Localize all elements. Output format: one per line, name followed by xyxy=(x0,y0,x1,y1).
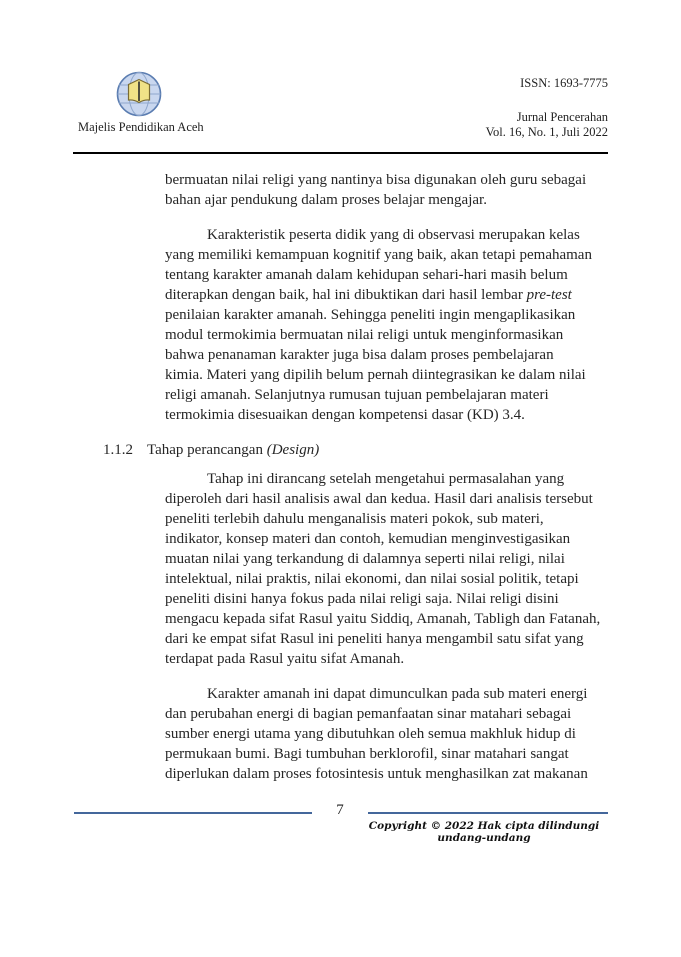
journal-info-block xyxy=(486,76,608,140)
paragraph-line: diperoleh dari hasil analisis awal dan kedua. Hasil dari analisis tersebut xyxy=(165,491,593,507)
paragraph-line: peneliti terlebih dahulu menganalisis materi pokok, sub materi, xyxy=(165,511,544,527)
footer-divider-right xyxy=(368,812,608,814)
paragraph-line: indikator, konsep materi dan contoh, kemudian menginvestigasikan xyxy=(165,531,571,547)
paragraph-line: dari ke empat sifat Rasul ini peneliti hanya mengambil satu sifat yang xyxy=(165,631,584,647)
paragraph-line: sumber energi utama yang dibutuhkan oleh semua makhluk hidup di xyxy=(165,726,576,742)
paragraph-line: dan perubahan energi di bagian pemanfaatan sinar matahari sebagai xyxy=(165,706,572,722)
paragraph-line: bahan ajar pendukung dalam proses belajar mengajar. xyxy=(165,192,487,208)
paragraph xyxy=(165,469,612,669)
paragraph-line: mengacu kepada sifat Rasul yaitu Siddiq, Amanah, Tabligh dan Fatanah, xyxy=(165,611,601,627)
publisher-name: Majelis Pendidikan Aceh xyxy=(78,120,204,134)
document-body xyxy=(103,170,612,799)
paragraph-line: Karakteristik peserta didik yang di observasi merupakan kelas xyxy=(207,227,580,243)
section-title: Tahap perancangan (Design) xyxy=(147,442,320,458)
paragraph-line: bermuatan nilai religi yang nantinya bisa digunakan oleh guru sebagai xyxy=(165,172,587,188)
paragraph-line: permukaan bumi. Bagi tumbuhan berklorofil, sinar matahari sangat xyxy=(165,746,569,762)
issn-text: ISSN: 1693-7775 xyxy=(520,76,608,90)
paragraph xyxy=(165,684,612,784)
paragraph-line: peneliti disini hanya fokus pada nilai religi saja. Nilai religi disini xyxy=(165,591,559,607)
paragraph-line: tentang karakter amanah dalam kehidupan sehari-hari masih belum xyxy=(165,267,568,283)
paragraph-line: bahwa penanaman karakter juga bisa dalam proses pembelajaran xyxy=(165,347,554,363)
section-heading xyxy=(103,440,612,460)
paragraph-line: terdapat pada Rasul yaitu sifat Amanah. xyxy=(165,651,405,667)
paragraph-line: kimia. Materi yang dipilih belum pernah diintegrasikan ke dalam nilai xyxy=(165,367,586,383)
paragraph-line: Tahap ini dirancang setelah mengetahui permasalahan yang xyxy=(207,471,565,487)
paragraph-line: penilaian karakter amanah. Sehingga peneliti ingin mengaplikasikan xyxy=(165,307,576,323)
paragraph xyxy=(165,225,612,425)
paragraph-line: diterapkan dengan baik, hal ini dibuktikan dari hasil lembar pre-test xyxy=(165,287,572,303)
paragraph-line: intelektual, nilai praktis, nilai ekonomi, dan nilai sosial politik, tetapi xyxy=(165,571,579,587)
paragraph-line: diperlukan dalam proses fotosintesis untuk menghasilkan zat makanan xyxy=(165,766,588,782)
paragraph-line: yang memiliki kemampuan kognitif yang baik, akan tetapi pemahaman xyxy=(165,247,592,263)
section-number: 1.1.2 xyxy=(103,442,133,458)
publisher-block xyxy=(78,70,204,135)
copyright-notice: Copyright © 2022 Hak cipta dilindungi undang-undang xyxy=(368,820,600,844)
paragraph-line: religi amanah. Selanjutnya rumusan tujuan pembelajaran materi xyxy=(165,387,549,403)
page-number: 7 xyxy=(336,802,344,818)
majelis-pendidikan-aceh-logo-icon xyxy=(115,70,163,118)
header-divider xyxy=(73,152,608,154)
paragraph-line: modul termokimia bermuatan nilai religi untuk menginformasikan xyxy=(165,327,564,343)
paragraph-line: muatan nilai yang terkandung di dalamnya seperti nilai religi, nilai xyxy=(165,551,565,567)
paragraph-line: termokimia disesuaikan dengan kompetensi dasar (KD) 3.4. xyxy=(165,407,525,423)
paragraph-line: Karakter amanah ini dapat dimunculkan pada sub materi energi xyxy=(207,686,588,702)
paragraph xyxy=(165,170,612,210)
journal-name: Jurnal Pencerahan xyxy=(516,110,608,124)
footer-divider-left xyxy=(74,812,312,814)
journal-volume: Vol. 16, No. 1, Juli 2022 xyxy=(485,125,608,139)
